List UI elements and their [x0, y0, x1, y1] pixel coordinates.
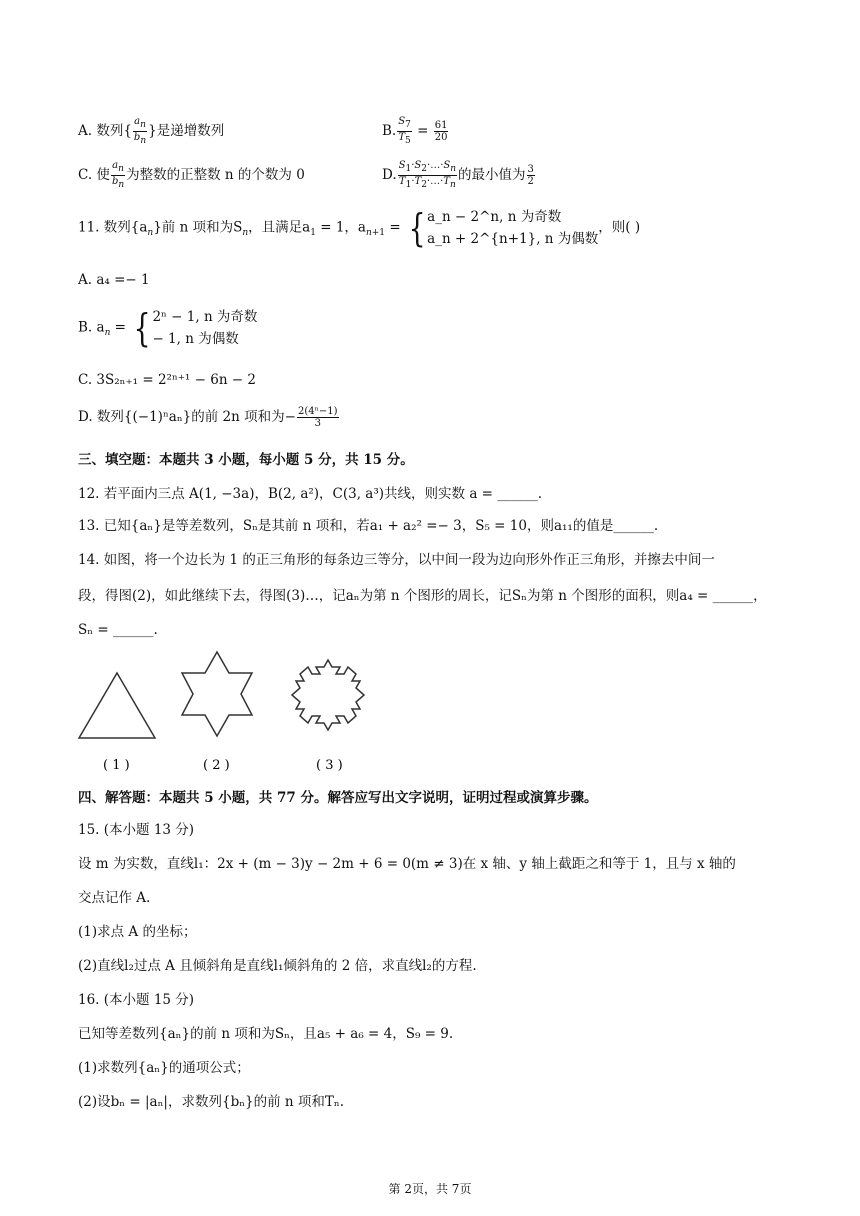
- q11-option-b: B. $a_n$ = { 2ⁿ − 1, n 为奇数 − 1, n 为偶数: [78, 306, 258, 350]
- q12: 12. 若平面内三点 A(1, −3a)，B(2, a²)，C(3, a³)共线，则实数 a = ______.: [78, 486, 543, 502]
- figure-1-triangle: [79, 673, 155, 738]
- section-3-heading: 三、填空题：本题共 3 小题，每小题 5 分，共 15 分。: [78, 452, 414, 468]
- figure-3-snowflake: [292, 660, 364, 730]
- q15-part-2: (2)直线l₂过点 A 且倾斜角是直线l₁倾斜角的 2 倍，求直线l₂的方程.: [78, 958, 477, 974]
- page-footer: 第 2页，共 7页: [388, 1182, 472, 1196]
- q14-line-2: 段，得图(2)，如此继续下去，得图(3)…，记aₙ为第 n 个图形的周长，记Sₙ为第 n 个图形的面积，则a₄ = ______，: [78, 588, 767, 604]
- q10-option-a: A. 数列{ $\frac{a_n}{b_n}$ }是递增数列: [78, 116, 225, 146]
- q15-line-1: 设 m 为实数，直线l₁：2x + (m − 3)y − 2m + 6 = 0(m ≠ 3)在 x 轴、y 轴上截距之和等于 1，且与 x 轴的: [78, 856, 736, 872]
- q16-part-1: (1)求数列{aₙ}的通项公式；: [78, 1060, 250, 1076]
- q15-part-1: (1)求点 A 的坐标；: [78, 924, 197, 940]
- q11-stem: 11. 数列$\{a_n\}$前 n 项和为$S_n$，且满足$a_1 = 1$，$a_{n+1}$ = { a_n − 2^n, n 为奇数 a_n + 2^{n+1}, n 为偶数 ，则( ): [78, 206, 641, 250]
- q11-option-d: D. 数列{(−1)ⁿaₙ}的前 2n 项和为− $\frac{\text{2(4ⁿ−1)}}{3}$: [78, 406, 338, 429]
- q11-option-a: A. a₄ =− 1: [78, 272, 150, 288]
- q14-line-3: Sₙ = ______.: [78, 622, 158, 638]
- q11-option-c: C. 3S₂ₙ₊₁ = 2²ⁿ⁺¹ − 6n − 2: [78, 372, 256, 388]
- q13: 13. 已知{aₙ}是等差数列，Sₙ是其前 n 项和，若a₁ + a₂² =− 3，S₅ = 10，则a₁₁的值是______.: [78, 518, 659, 534]
- q15-line-2: 交点记作 A.: [78, 890, 151, 906]
- figure-2-hexagram: [182, 652, 252, 736]
- q15-title: 15. (本小题 13 分): [78, 822, 195, 838]
- q16-line-1: 已知等差数列{aₙ}的前 n 项和为Sₙ，且a₅ + a₆ = 4，S₉ = 9.: [78, 1026, 454, 1042]
- q10-option-c: C. 使 $\frac{a_n}{b_n}$ 为整数的正整数 n 的个数为 0: [78, 160, 305, 190]
- q16-title: 16. (本小题 15 分): [78, 992, 195, 1008]
- q10-option-b: B. $\frac{S_7}{T_5}$ = $\frac{61}{20}$: [382, 116, 448, 146]
- figure-3-label: ( 3 ): [316, 758, 343, 773]
- figure-1-label: ( 1 ): [103, 758, 130, 773]
- koch-figures: [70, 645, 390, 780]
- q10-option-d: D. $\frac{S_1\cdot S_2\cdot\dots\cdot S_n}{T_1\cdot T_2\cdot\dots\cdot T_n}$ 的最小值为 $\frac{3}{2}$: [382, 160, 534, 190]
- figure-2-label: ( 2 ): [203, 758, 230, 773]
- q16-part-2: (2)设bₙ = |aₙ|，求数列{bₙ}的前 n 项和Tₙ.: [78, 1094, 345, 1110]
- q14-line-1: 14. 如图，将一个边长为 1 的正三角形的每条边三等分，以中间一段为边向形外作正三角形，并擦去中间一: [78, 552, 715, 568]
- section-4-heading: 四、解答题：本题共 5 小题，共 77 分。解答应写出文字说明，证明过程或演算步骤。: [78, 790, 598, 806]
